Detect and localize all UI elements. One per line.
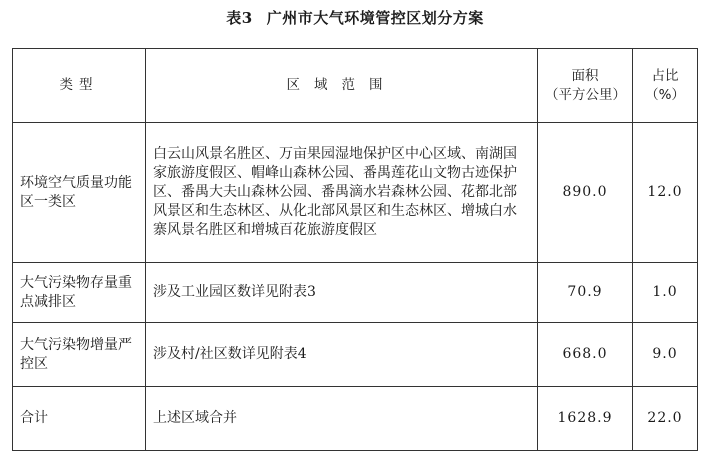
table-row — [13, 323, 698, 387]
row-area: 涉及村/社区数详见附表4 — [146, 323, 538, 387]
row-pct: 9.0 — [633, 323, 698, 387]
control-zone-table — [12, 48, 698, 451]
row-area: 上述区域合并 — [146, 387, 538, 451]
row-type: 大气污染物增量严控区 — [13, 323, 146, 387]
header-pct — [633, 49, 698, 123]
row-pct: 1.0 — [633, 263, 698, 323]
row-type: 合计 — [13, 387, 146, 451]
header-size — [538, 49, 633, 123]
row-pct: 22.0 — [633, 387, 698, 451]
header-size-unit: （平方公里） — [545, 86, 626, 103]
table-row — [13, 123, 698, 263]
row-type: 环境空气质量功能区一类区 — [13, 123, 146, 263]
header-pct-label: 占比 — [651, 67, 679, 84]
row-type: 大气污染物存量重点减排区 — [13, 263, 146, 323]
row-area: 白云山风景名胜区、万亩果园湿地保护区中心区域、南湖国家旅游度假区、帽峰山森林公园、番禺莲花山文物古迹保护区、番禺大夫山森林公园、番禺滴水岩森林公园、花都北部风景区和生态林区、从化北部风景区和生态林区、增城白水寨风景名胜区和增城百花旅游度假区 — [146, 123, 538, 263]
header-size-label: 面积 — [571, 67, 599, 84]
table-caption — [0, 7, 710, 28]
table-title: 广州市大气环境管控区划分方案 — [266, 9, 484, 27]
table-number: 表3 — [226, 9, 253, 27]
row-size: 890.0 — [538, 123, 633, 263]
header-type: 类型 — [13, 49, 146, 123]
header-pct-unit: （%） — [645, 86, 685, 103]
row-area: 涉及工业园区数详见附表3 — [146, 263, 538, 323]
row-size: 668.0 — [538, 323, 633, 387]
table-row — [13, 263, 698, 323]
row-pct: 12.0 — [633, 123, 698, 263]
header-row — [13, 49, 698, 123]
row-size: 70.9 — [538, 263, 633, 323]
row-size: 1628.9 — [538, 387, 633, 451]
header-area: 区域范围 — [146, 49, 538, 123]
table-row-total — [13, 387, 698, 451]
